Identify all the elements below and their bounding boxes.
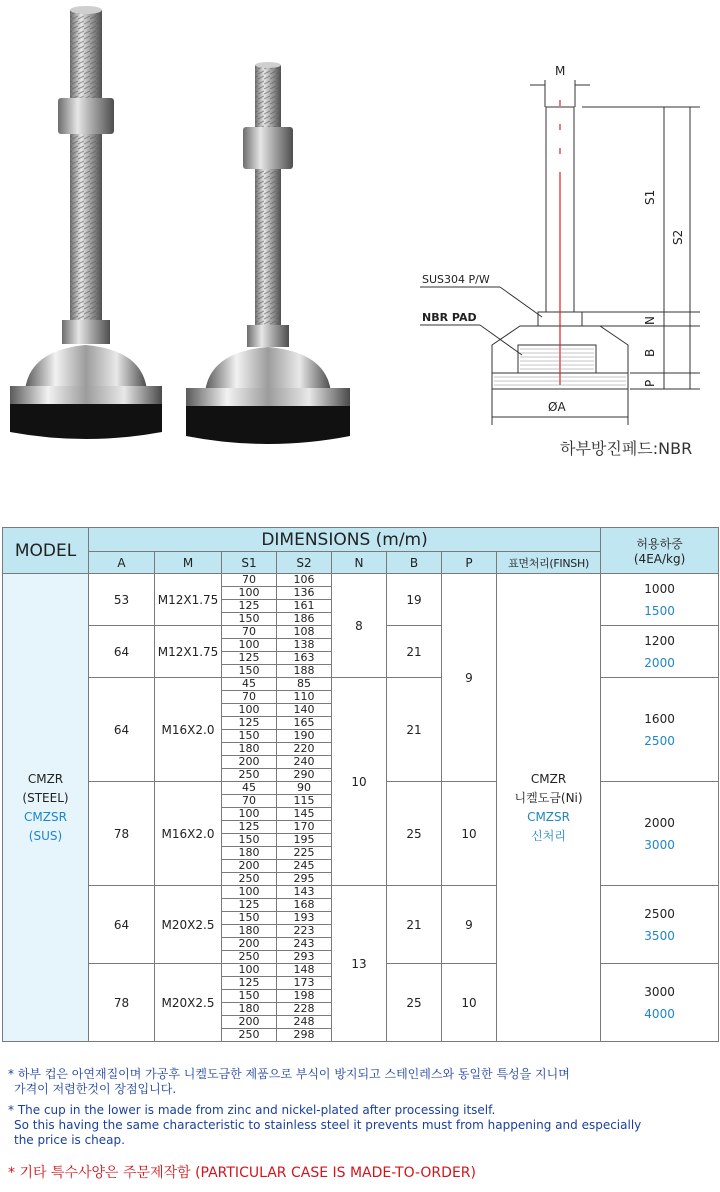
load-cell [601,574,719,626]
cell-p: 10 [442,964,497,1042]
table-row [3,574,719,587]
col-finish-header: 표면처리(FINSH) [497,552,601,574]
load-sus-value: 1500 [644,603,675,618]
load-sus-value: 2000 [644,655,675,670]
cell-s2: 298 [277,1029,332,1042]
cell-s2: 193 [277,912,332,925]
cell-s1: 180 [222,743,277,756]
load-cell [601,964,719,1042]
cell-s2: 148 [277,964,332,977]
cell-s1: 45 [222,678,277,691]
cell-s2: 106 [277,574,332,587]
finish-line: CMZR [530,771,567,786]
cell-a: 78 [89,964,155,1042]
cell-s2: 186 [277,613,332,626]
cell-n: 13 [332,886,387,1042]
diagram-caption: 하부방진페드:NBR [560,439,693,458]
note-korean-line-2: 가격이 저렴한것이 장점입니다. [14,1082,177,1096]
cell-s1: 100 [222,587,277,600]
cell-s2: 110 [277,691,332,704]
small-leveling-foot [186,62,350,444]
model-header: MODEL [3,528,89,574]
cell-a: 64 [89,886,155,964]
cell-s2: 140 [277,704,332,717]
cell-s2: 240 [277,756,332,769]
cell-s2: 248 [277,1016,332,1029]
cell-a: 78 [89,782,155,886]
col-b-header: B [387,552,442,574]
load-cell [601,782,719,886]
cell-m: M12X1.75 [155,626,222,678]
dim-m-label: M [555,64,566,78]
note-english-line-3: the price is cheap. [14,1133,125,1147]
made-to-order-notice: * 기타 특수사양은 주문제작함 (PARTICULAR CASE IS MADE-TO-ORDER) [8,1165,476,1181]
spec-table-body [3,574,719,1042]
note-korean-line-1: * 하부 컵은 아연재질이며 가공후 니켈도금한 제품으로 부식이 방지되고 스테인레스와 동일한 특성을 지니며 [8,1067,570,1081]
dimensions-header: DIMENSIONS (m/m) [89,528,601,552]
col-p-header: P [442,552,497,574]
cell-s1: 125 [222,717,277,730]
cell-s1: 150 [222,912,277,925]
cell-s1: 125 [222,899,277,912]
cell-s1: 150 [222,990,277,1003]
cell-s1: 100 [222,639,277,652]
dim-b-label: B [643,348,657,357]
cell-s1: 150 [222,665,277,678]
cell-m: M16X2.0 [155,678,222,782]
cell-s2: 225 [277,847,332,860]
cell-s1: 100 [222,886,277,899]
col-s1-header: S1 [222,552,277,574]
load-header: 허용하중 (4EA/kg) [601,528,719,574]
cell-s1: 70 [222,795,277,808]
cell-p: 9 [442,574,497,782]
load-sus-value: 3500 [644,928,675,943]
cell-s2: 170 [277,821,332,834]
cell-s1: 180 [222,925,277,938]
model-name-line: (SUS) [28,828,63,843]
load-cell [601,886,719,964]
col-s2-header: S2 [277,552,332,574]
cell-s2: 136 [277,587,332,600]
col-n-header: N [332,552,387,574]
cell-s1: 250 [222,769,277,782]
cell-s2: 108 [277,626,332,639]
cell-s2: 143 [277,886,332,899]
cell-s2: 290 [277,769,332,782]
col-a-header: A [89,552,155,574]
model-cell [3,574,89,1042]
cell-s2: 85 [277,678,332,691]
cell-s2: 115 [277,795,332,808]
cell-s2: 188 [277,665,332,678]
model-name-line: CMZR [27,771,64,786]
cell-b: 19 [387,574,442,626]
dim-a-label: ØA [548,400,566,414]
cell-s2: 293 [277,951,332,964]
load-sus-value: 4000 [644,1006,675,1021]
cell-n: 10 [332,678,387,886]
cell-s1: 150 [222,834,277,847]
cell-s1: 125 [222,821,277,834]
cell-s1: 125 [222,977,277,990]
spec-table [2,527,719,1042]
load-cell [601,678,719,782]
load-steel-value: 1600 [644,711,675,726]
dim-s2-label: S2 [671,229,685,245]
cell-s2: 245 [277,860,332,873]
cell-s1: 150 [222,613,277,626]
cell-s1: 200 [222,938,277,951]
dim-p-label: P [643,379,657,387]
finish-line: 니켈도금(Ni) [514,790,583,805]
table-row [3,886,719,899]
cell-m: M20X2.5 [155,964,222,1042]
dim-s1-label: S1 [643,189,657,205]
note-english-line-2: So this having the same characteristic to stainless steel it prevents must from happening and especially [14,1118,642,1132]
cell-s2: 220 [277,743,332,756]
model-name-line: CMZSR [24,809,67,824]
cell-s2: 161 [277,600,332,613]
model-name-line: (STEEL) [22,790,69,805]
cell-s1: 70 [222,574,277,587]
cell-s2: 173 [277,977,332,990]
cell-a: 64 [89,626,155,678]
cell-s1: 250 [222,951,277,964]
cell-s1: 45 [222,782,277,795]
load-steel-value: 1000 [644,581,675,596]
cell-s2: 228 [277,1003,332,1016]
cell-s2: 138 [277,639,332,652]
cell-s1: 125 [222,600,277,613]
cell-p: 9 [442,886,497,964]
cell-b: 25 [387,964,442,1042]
cell-s2: 243 [277,938,332,951]
cell-b: 21 [387,886,442,964]
cell-s2: 195 [277,834,332,847]
load-steel-value: 2000 [644,815,675,830]
notes [8,1067,713,1148]
large-leveling-foot [10,6,162,439]
cell-s1: 150 [222,730,277,743]
cell-s2: 145 [277,808,332,821]
cell-p: 10 [442,782,497,886]
cell-s1: 250 [222,1029,277,1042]
cell-b: 25 [387,782,442,886]
cell-s1: 100 [222,704,277,717]
table-row [3,678,719,691]
finish-line: 신처리 [531,828,566,843]
finish-line: CMZSR [527,809,570,824]
cell-s1: 180 [222,1003,277,1016]
cell-m: M12X1.75 [155,574,222,626]
load-cell [601,626,719,678]
note-english-line-1: * The cup in the lower is made from zinc and nickel-plated after processing itself. [8,1103,496,1117]
cell-s2: 90 [277,782,332,795]
cell-m: M20X2.5 [155,886,222,964]
cell-s1: 70 [222,691,277,704]
cell-s1: 250 [222,873,277,886]
cell-s2: 168 [277,899,332,912]
load-sus-value: 2500 [644,733,675,748]
cell-s1: 100 [222,964,277,977]
cell-s1: 125 [222,652,277,665]
cell-m: M16X2.0 [155,782,222,886]
cell-b: 21 [387,626,442,678]
cell-s1: 180 [222,847,277,860]
col-m-header: M [155,552,222,574]
load-steel-value: 2500 [644,906,675,921]
cell-a: 64 [89,678,155,782]
load-sus-value: 3000 [644,837,675,852]
finish-cell [497,574,601,1042]
washer-label: SUS304 P/W [422,273,490,286]
cell-s1: 200 [222,860,277,873]
cell-s2: 198 [277,990,332,1003]
cell-n: 8 [332,574,387,678]
dimension-drawing [400,55,710,465]
cell-s2: 223 [277,925,332,938]
cell-s2: 165 [277,717,332,730]
cell-s2: 190 [277,730,332,743]
dim-n-label: N [643,316,657,325]
cell-b: 21 [387,678,442,782]
cell-s1: 200 [222,756,277,769]
product-photo [0,0,360,470]
cell-s1: 200 [222,1016,277,1029]
cell-s1: 100 [222,808,277,821]
load-steel-value: 3000 [644,984,675,999]
cell-s1: 70 [222,626,277,639]
cell-s2: 295 [277,873,332,886]
pad-label: NBR PAD [422,311,477,324]
cell-s2: 163 [277,652,332,665]
cell-a: 53 [89,574,155,626]
load-steel-value: 1200 [644,633,675,648]
